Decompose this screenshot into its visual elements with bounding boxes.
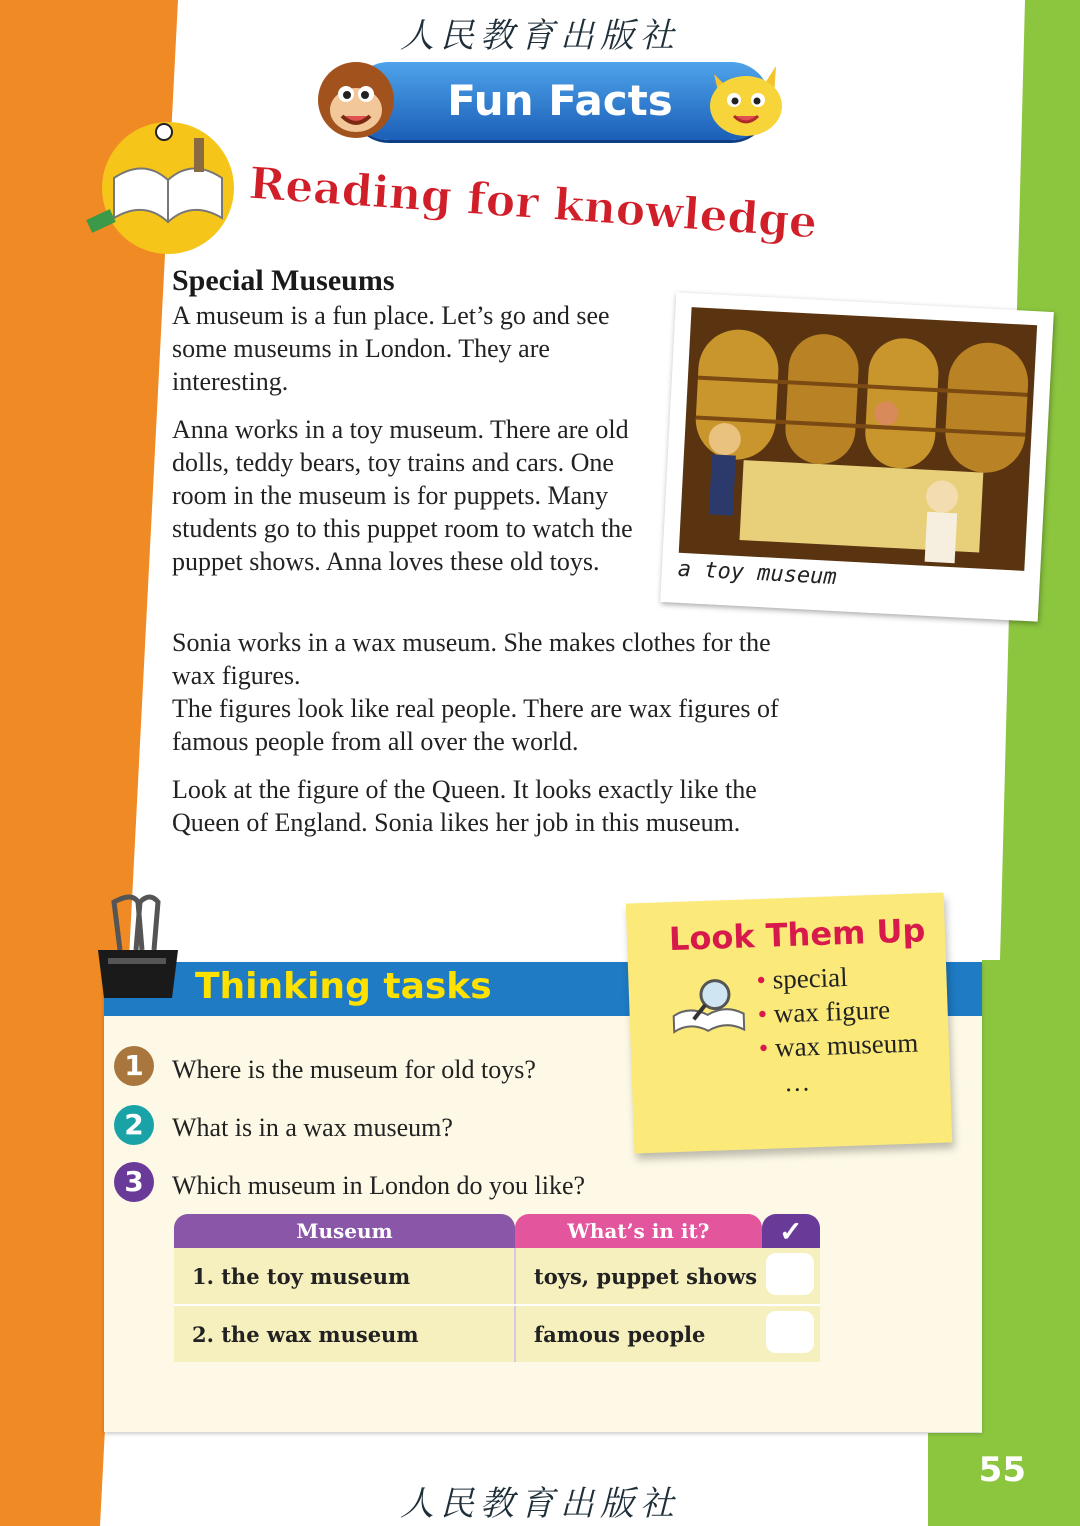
cat-mascot-icon xyxy=(704,56,786,140)
thinking-tasks-title: Thinking tasks xyxy=(195,966,492,1007)
question-3-number: 3 xyxy=(114,1162,154,1202)
article-paragraph-1: A museum is a fun place. Let’s go and see some museums in London. They are interesting. xyxy=(172,301,610,396)
monkey-mascot-icon xyxy=(314,58,398,142)
open-book-emblem-icon xyxy=(74,118,234,258)
look-up-item: • wax figure xyxy=(757,992,918,1032)
magnifier-book-icon xyxy=(668,973,750,1036)
look-them-up-note xyxy=(626,893,953,1154)
look-up-item: • wax museum xyxy=(758,1026,919,1066)
page-number: 55 xyxy=(978,1450,1026,1490)
table-cell-museum: 2. the wax museum xyxy=(174,1305,515,1362)
table-row xyxy=(174,1305,820,1362)
article-paragraph-4: The figures look like real people. There are wax figures of famous people from all over the world. xyxy=(172,694,779,756)
question-1-number: 1 xyxy=(114,1046,154,1086)
toy-museum-checkbox[interactable] xyxy=(766,1253,814,1295)
section-title-text: Reading for knowledge xyxy=(247,158,819,249)
article-paragraph-5: Look at the figure of the Queen. It looks exactly like the Queen of England. Sonia likes her job in this museum. xyxy=(172,775,757,837)
question-1-text: Where is the museum for old toys? xyxy=(172,1055,536,1084)
article-heading: Special Museums xyxy=(172,264,395,297)
question-2-text: What is in a wax museum? xyxy=(172,1113,453,1142)
table-header-museum: Museum xyxy=(174,1214,515,1248)
publisher-footer: 人民教育出版社 xyxy=(400,1484,680,1524)
toy-museum-image xyxy=(679,307,1037,571)
look-up-ellipsis: … xyxy=(783,1067,811,1098)
article-paragraph-3: Sonia works in a wax museum. She makes clothes for the wax figures. xyxy=(172,628,771,690)
look-up-item: • special xyxy=(756,958,917,998)
museum-table xyxy=(174,1214,820,1362)
fun-facts-banner: Fun Facts xyxy=(350,62,770,140)
article-paragraph-2: Anna works in a toy museum. There are old dolls, teddy bears, toy trains and cars. One room in the museum is for puppets. Many students go to this puppet room to watch the puppet shows. Anna loves these old toys. xyxy=(172,415,633,576)
toy-museum-photo xyxy=(660,292,1054,621)
photo-caption: a toy museum xyxy=(677,556,838,591)
table-header-check-icon: ✓ xyxy=(762,1214,820,1248)
question-2-number: 2 xyxy=(114,1105,154,1145)
binder-clip-icon xyxy=(92,892,184,1006)
wax-museum-checkbox[interactable] xyxy=(766,1311,814,1353)
publisher-header: 人民教育出版社 xyxy=(400,16,680,56)
look-them-up-list xyxy=(756,958,919,1066)
table-cell-contents: famous people xyxy=(515,1305,762,1362)
table-cell-contents: toys, puppet shows xyxy=(515,1248,762,1305)
look-them-up-title: Look Them Up xyxy=(668,911,926,959)
table-header-whats-in-it: What’s in it? xyxy=(515,1214,762,1248)
question-3-text: Which museum in London do you like? xyxy=(172,1171,586,1200)
table-cell-museum: 1. the toy museum xyxy=(174,1248,515,1305)
reading-for-knowledge-title xyxy=(246,152,819,249)
table-row xyxy=(174,1248,820,1305)
